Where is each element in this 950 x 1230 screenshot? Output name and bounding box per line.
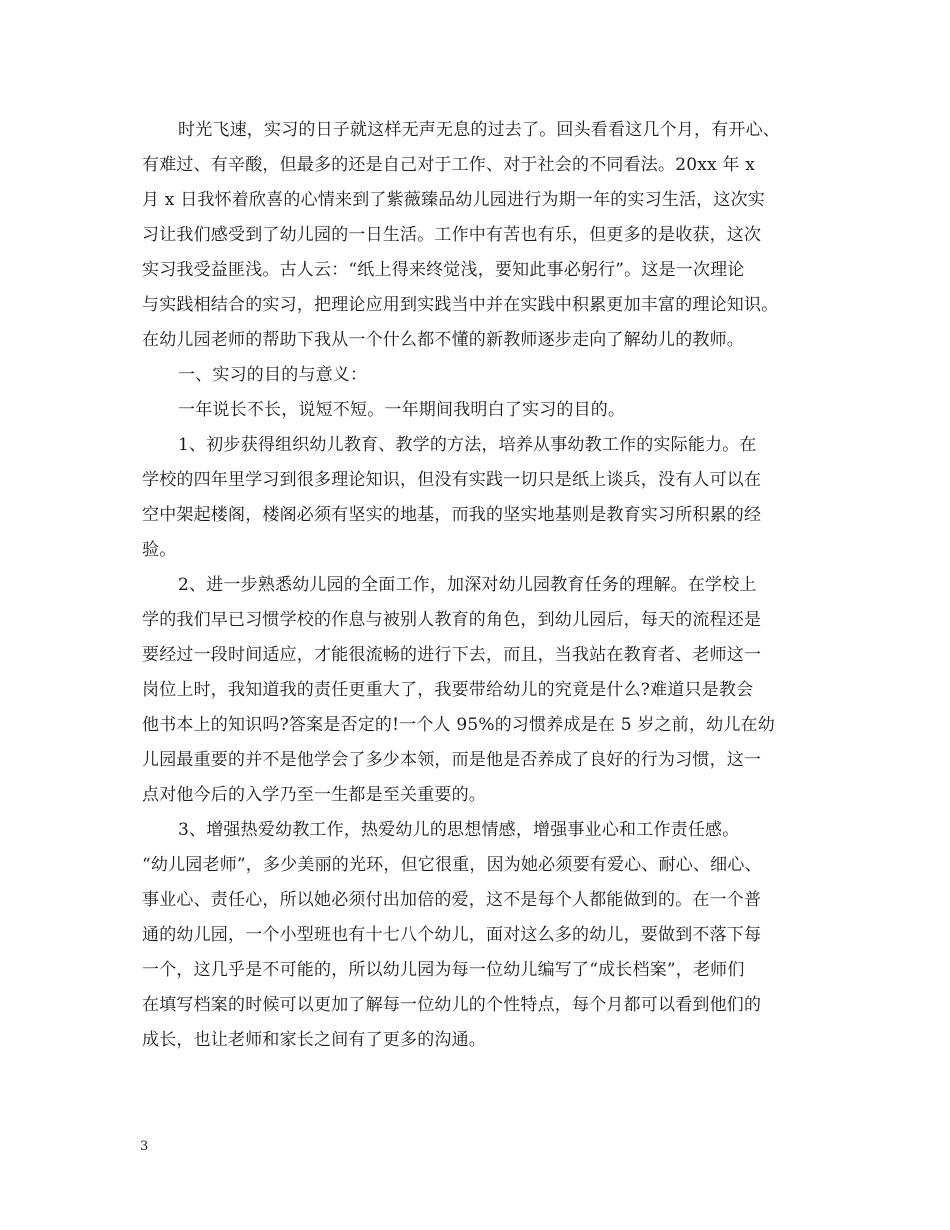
paragraph-line: 岗位上时，我知道我的责任更重大了，我要带给幼儿的究竟是什么?难道只是教会 xyxy=(142,680,754,700)
paragraph-line: 点对他今后的入学乃至一生都是至关重要的。 xyxy=(142,785,486,805)
paragraph-line: 验。 xyxy=(142,540,177,560)
paragraph-line: 实习我受益匪浅。古人云：“纸上得来终觉浅，要知此事必躬行”。这是一次理论 xyxy=(142,260,745,280)
paragraph-line: “幼儿园老师”，多少美丽的光环，但它很重，因为她必须要有爱心、耐心、细心、 xyxy=(142,855,762,875)
paragraph-line: 月 x 日我怀着欣喜的心情来到了紫薇臻品幼儿园进行为期一年的实习生活，这次实 xyxy=(142,190,765,210)
paragraph-line: 空中架起楼阁，楼阁必须有坚实的地基，而我的坚实地基则是教育实习所积累的经 xyxy=(142,505,762,525)
paragraph-line: 儿园最重要的并不是他学会了多少本领，而是他是否养成了良好的行为习惯，这一 xyxy=(142,750,762,770)
paragraph-line: 时光飞速，实习的日子就这样无声无息的过去了。回头看看这几个月，有开心、 xyxy=(178,120,780,140)
paragraph-line: 成长，也让老师和家长之间有了更多的沟通。 xyxy=(142,1030,486,1050)
paragraph-line: 习让我们感受到了幼儿园的一日生活。工作中有苦也有乐，但更多的是收获，这次 xyxy=(142,225,762,245)
list-item-1-line: 1、初步获得组织幼儿教育、教学的方法，培养从事幼教工作的实际能力。在 xyxy=(178,435,757,455)
paragraph-line: 一年说长不长，说短不短。一年期间我明白了实习的目的。 xyxy=(178,400,626,420)
list-item-2-line: 2、进一步熟悉幼儿园的全面工作，加深对幼儿园教育任务的理解。在学校上 xyxy=(178,575,757,595)
paragraph-line: 通的幼儿园，一个小型班也有十七八个幼儿，面对这么多的幼儿，要做到不落下每 xyxy=(142,925,762,945)
paragraph-line: 在幼儿园老师的帮助下我从一个什么都不懂的新教师逐步走向了解幼儿的教师。 xyxy=(142,330,744,350)
section-heading: 一、实习的目的与意义： xyxy=(178,365,368,385)
paragraph-line: 要经过一段时间适应，才能很流畅的进行下去，而且，当我站在教育者、老师这一 xyxy=(142,645,762,665)
paragraph-line: 在填写档案的时候可以更加了解每一位幼儿的个性特点，每个月都可以看到他们的 xyxy=(142,995,762,1015)
paragraph-line: 事业心、责任心，所以她必须付出加倍的爱，这不是每个人都能做到的。在一个普 xyxy=(142,890,762,910)
list-item-3-line: 3、增强热爱幼教工作，热爱幼儿的思想情感，增强事业心和工作责任感。 xyxy=(178,820,740,840)
paragraph-line: 与实践相结合的实习，把理论应用到实践当中并在实践中积累更加丰富的理论知识。 xyxy=(142,295,779,315)
paragraph-line: 学校的四年里学习到很多理论知识，但没有实践一切只是纸上谈兵，没有人可以在 xyxy=(142,470,762,490)
page-number: 3 xyxy=(140,1139,149,1154)
paragraph-line: 一个，这几乎是不可能的，所以幼儿园为每一位幼儿编写了“成长档案”，老师们 xyxy=(142,960,745,980)
paragraph-line: 他书本上的知识吗?答案是否定的!一个人 95%的习惯养成是在 5 岁之前，幼儿在幼 xyxy=(142,715,775,735)
paragraph-line: 学的我们早已习惯学校的作息与被别人教育的角色，到幼儿园后，每天的流程还是 xyxy=(142,610,762,630)
paragraph-line: 有难过、有辛酸，但最多的还是自己对于工作、对于社会的不同看法。20xx 年 x xyxy=(142,155,756,175)
